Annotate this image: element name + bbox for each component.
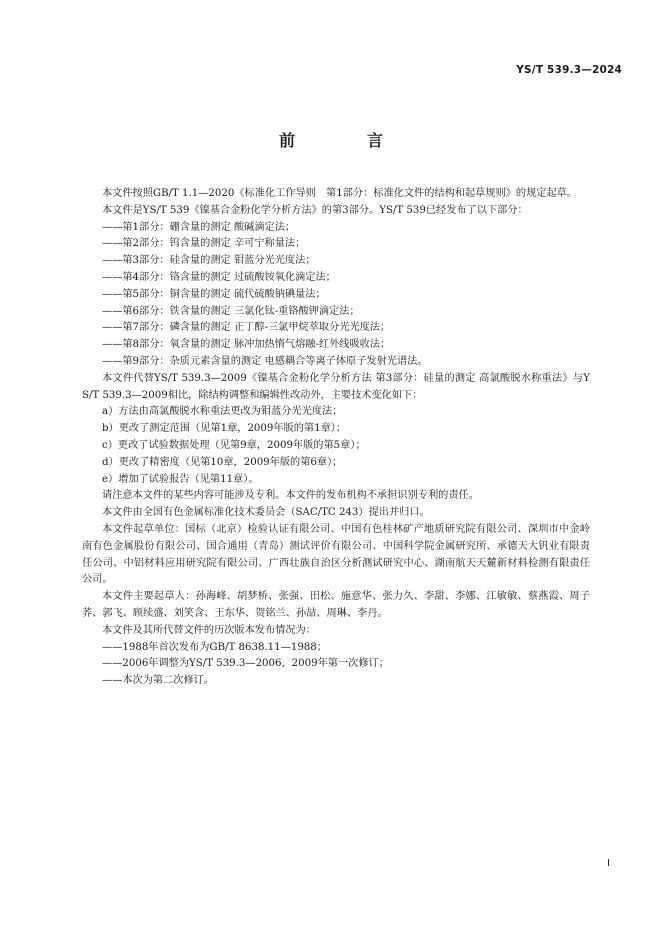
paragraph-committee: 本文件由全国有色金属标准化技术委员会（SAC/TC 243）提出并归口。 (102, 507, 430, 519)
foreword-body (82, 186, 590, 690)
list-item-part-3: ——第3部分：硅含量的测定 钼蓝分光光度法； (102, 255, 316, 267)
list-item-part-9: ——第9部分：杂质元素含量的测定 电感耦合等离子体原子发射光谱法。 (102, 355, 428, 367)
list-item-change-d: d）更改了精密度（见第10章，2009年版的第6章）； (102, 456, 343, 468)
paragraph-replaces: 本文件代替YS/T 539.3—2009《镍基合金粉化学分析方法 第3部分：硅量的测定 高氯酸脱水称重法》与YS/T 539.3—2009相比，除结构调整和编辑性改动外，主要技术变化如下： (82, 372, 590, 401)
list-item-history-2: ——2006年调整为YS/T 539.3—2006，2009年第一次修订； (102, 658, 389, 670)
list-item-change-c: c）更改了试验数据处理（见第9章，2009年版的第5章）； (102, 439, 366, 451)
list-item-part-7: ——第7部分：磷含量的测定 正丁醇-三氯甲烷萃取分光光度法； (102, 322, 391, 334)
list-item-part-6: ——第6部分：铁含量的测定 三氯化钛-重铬酸钾滴定法； (102, 305, 360, 317)
page-title: 前 言 (278, 131, 411, 150)
paragraph-history-intro: 本文件及其所代替文件的历次版本发布情况为： (102, 624, 316, 636)
document-code: YS/T 539.3—2024 (516, 64, 622, 76)
list-item-part-5: ——第5部分：铜含量的测定 硫代硫酸钠碘量法； (102, 288, 326, 300)
list-item-history-3: ——本次为第二次修订。 (102, 675, 215, 687)
list-item-change-a: a）方法由高氯酸脱水称重法更改为钼蓝分光光度法； (102, 406, 343, 418)
paragraph-drafters: 本文件主要起草人：孙海峰、胡梦桥、张强、田松、施意华、张力久、李甜、李娜、江敏敏、蔡燕霞、周子荞、郭飞、顾续盛、刘笑含、王东华、贺铭兰、孙喆、周琳、李丹。 (82, 591, 590, 619)
paragraph-drafting-rules: 本文件按照GB/T 1.1—2020《标准化工作导则 第1部分：标准化文件的结构和起草规则》的规定起草。 (102, 188, 578, 199)
list-item-change-e: e）增加了试验报告（见第11章）。 (102, 473, 259, 485)
list-item-part-8: ——第8部分：氧含量的测定 脉冲加热惰气熔融-红外线吸收法； (102, 339, 391, 351)
list-item-history-1: ——1988年首次发布为GB/T 8638.11—1988； (102, 641, 327, 653)
list-item-part-4: ——第4部分：铬含量的测定 过硫酸铵氧化滴定法； (102, 271, 336, 283)
list-item-change-b: b）更改了测定范围（见第1章，2009年版的第1章）； (102, 423, 347, 435)
page-number: I (607, 858, 610, 869)
paragraph-patent-notice: 请注意本文件的某些内容可能涉及专利。本文件的发布机构不承担识别专利的责任。 (102, 490, 479, 502)
list-item-part-2: ——第2部分：钨含量的测定 辛可宁称量法； (102, 238, 306, 250)
paragraph-part-intro: 本文件是YS/T 539《镍基合金粉化学分析方法》的第3部分。YS/T 539已经发布了以下部分： (102, 204, 528, 216)
list-item-part-1: ——第1部分：硼含量的测定 酸碱滴定法； (102, 221, 296, 233)
paragraph-drafting-units: 本文件起草单位：国标（北京）检验认证有限公司、中国有色桂林矿产地质研究院有限公司、深圳市中金岭南有色金属股份有限公司、国合通用（青岛）测试评价有限公司、中国科学院金属研究所、承德天大钒业有限责任公司、中铝材料应用研究院有限公司、广西壮族自治区分析测试研究中心、湖南航天天麓新材料检测有限责任公司。 (82, 523, 590, 586)
